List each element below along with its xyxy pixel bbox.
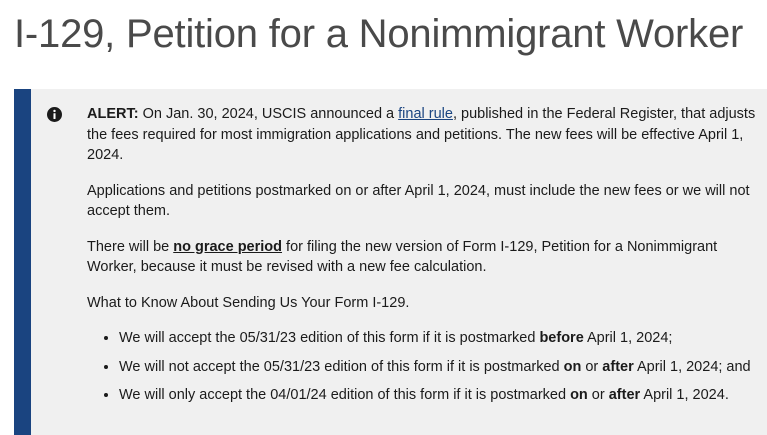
list-item [119,357,767,378]
bullet-text: We will accept the 05/31/23 edition of this form if it is postmarked [119,330,540,346]
edition-rules-list [87,328,767,406]
alert-label: ALERT: [87,106,139,122]
final-rule-link[interactable]: final rule [398,106,453,122]
alert-text-1a: On Jan. 30, 2024, USCIS announced a [138,106,399,122]
alert-paragraph-3 [87,237,767,278]
alert-body [87,104,767,406]
list-item [119,385,767,406]
alert-paragraph-2: Applications and petitions postmarked on or after April 1, 2024, must include the new fees or we will not accept them. [87,182,750,219]
alert-paragraph-1 [87,104,767,166]
bullet-bold: after [608,387,641,403]
page-title: I-129, Petition for a Nonimmigrant Worker [14,12,744,56]
bullet-bold: on [563,358,582,375]
bullet-text: We will only accept the 04/01/24 edition of this form if it is postmarked [119,387,571,403]
alert-text-1b: , published in the Federal Register, that adjusts the fees required for most immigration applications and petitions. The new fees will be effective April 1, 2024. [87,106,756,163]
fee-alert [14,89,767,435]
alert-text-3a: There will be [87,238,174,255]
bullet-text: or [581,358,603,375]
bullet-text: April 1, 2024. [640,387,729,403]
bullet-text: April 1, 2024; and [633,358,751,375]
bullet-text: or [587,387,609,403]
list-item [119,328,767,349]
info-icon [47,107,62,122]
bullet-text: April 1, 2024; [583,330,673,346]
bullet-text: We will not accept the 05/31/23 edition of this form if it is postmarked [119,358,564,375]
bullet-bold: on [570,387,588,403]
alert-paragraph-4: What to Know About Sending Us Your Form I-129. [87,294,410,311]
bullet-bold: before [539,330,584,346]
bullet-bold: after [602,358,634,375]
no-grace-period-emphasis: no grace period [173,238,283,255]
alert-text-3b: for filing the new version of Form I-129, Petition for a Nonimmigrant Worker, because it must be revised with a new fee calculation. [87,238,718,275]
